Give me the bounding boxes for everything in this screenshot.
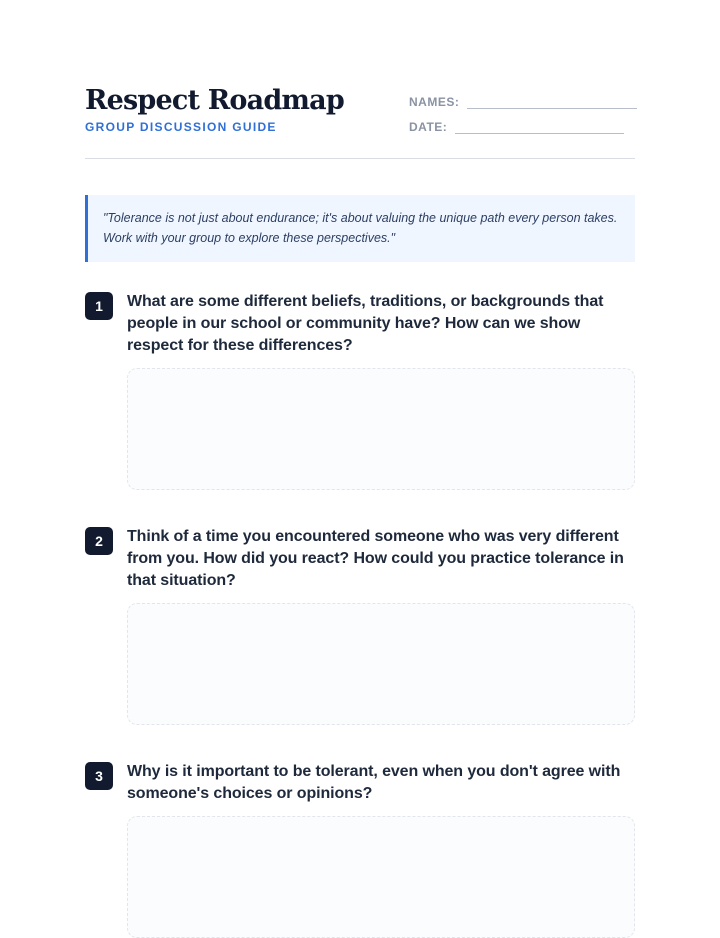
date-row <box>409 119 624 134</box>
answer-box[interactable] <box>127 368 635 490</box>
question-text: What are some different beliefs, traditions, or backgrounds that people in our school or community have? How can we show respect for these differences? <box>127 293 604 354</box>
question-text: Why is it important to be tolerant, even when you don't agree with someone's choices or opinions? <box>127 763 621 802</box>
names-label: NAMES: <box>409 95 460 109</box>
intro-quote: "Tolerance is not just about endurance; it's about valuing the unique path every person takes. Work with your group to explore these perspectives." <box>85 195 635 262</box>
page-title: Respect Roadmap <box>85 85 344 116</box>
date-field[interactable] <box>455 119 624 134</box>
question-text: Think of a time you encountered someone who was very different from you. How did you react? How could you practice tolerance in that situation? <box>127 528 624 589</box>
question-number-badge: 1 <box>85 292 113 320</box>
answer-box[interactable] <box>127 603 635 725</box>
names-row <box>409 94 637 109</box>
question-body <box>127 291 635 490</box>
question-number-badge: 2 <box>85 527 113 555</box>
question-item <box>85 761 635 938</box>
question-body <box>127 526 635 725</box>
worksheet-header <box>85 84 635 159</box>
question-item <box>85 526 635 725</box>
answer-box[interactable] <box>127 816 635 938</box>
date-label: DATE: <box>409 120 448 134</box>
names-field[interactable] <box>467 94 637 109</box>
question-body <box>127 761 635 938</box>
question-number-badge: 3 <box>85 762 113 790</box>
worksheet-page <box>85 84 635 938</box>
page-subtitle: GROUP DISCUSSION GUIDE <box>85 120 277 134</box>
question-item <box>85 291 635 490</box>
